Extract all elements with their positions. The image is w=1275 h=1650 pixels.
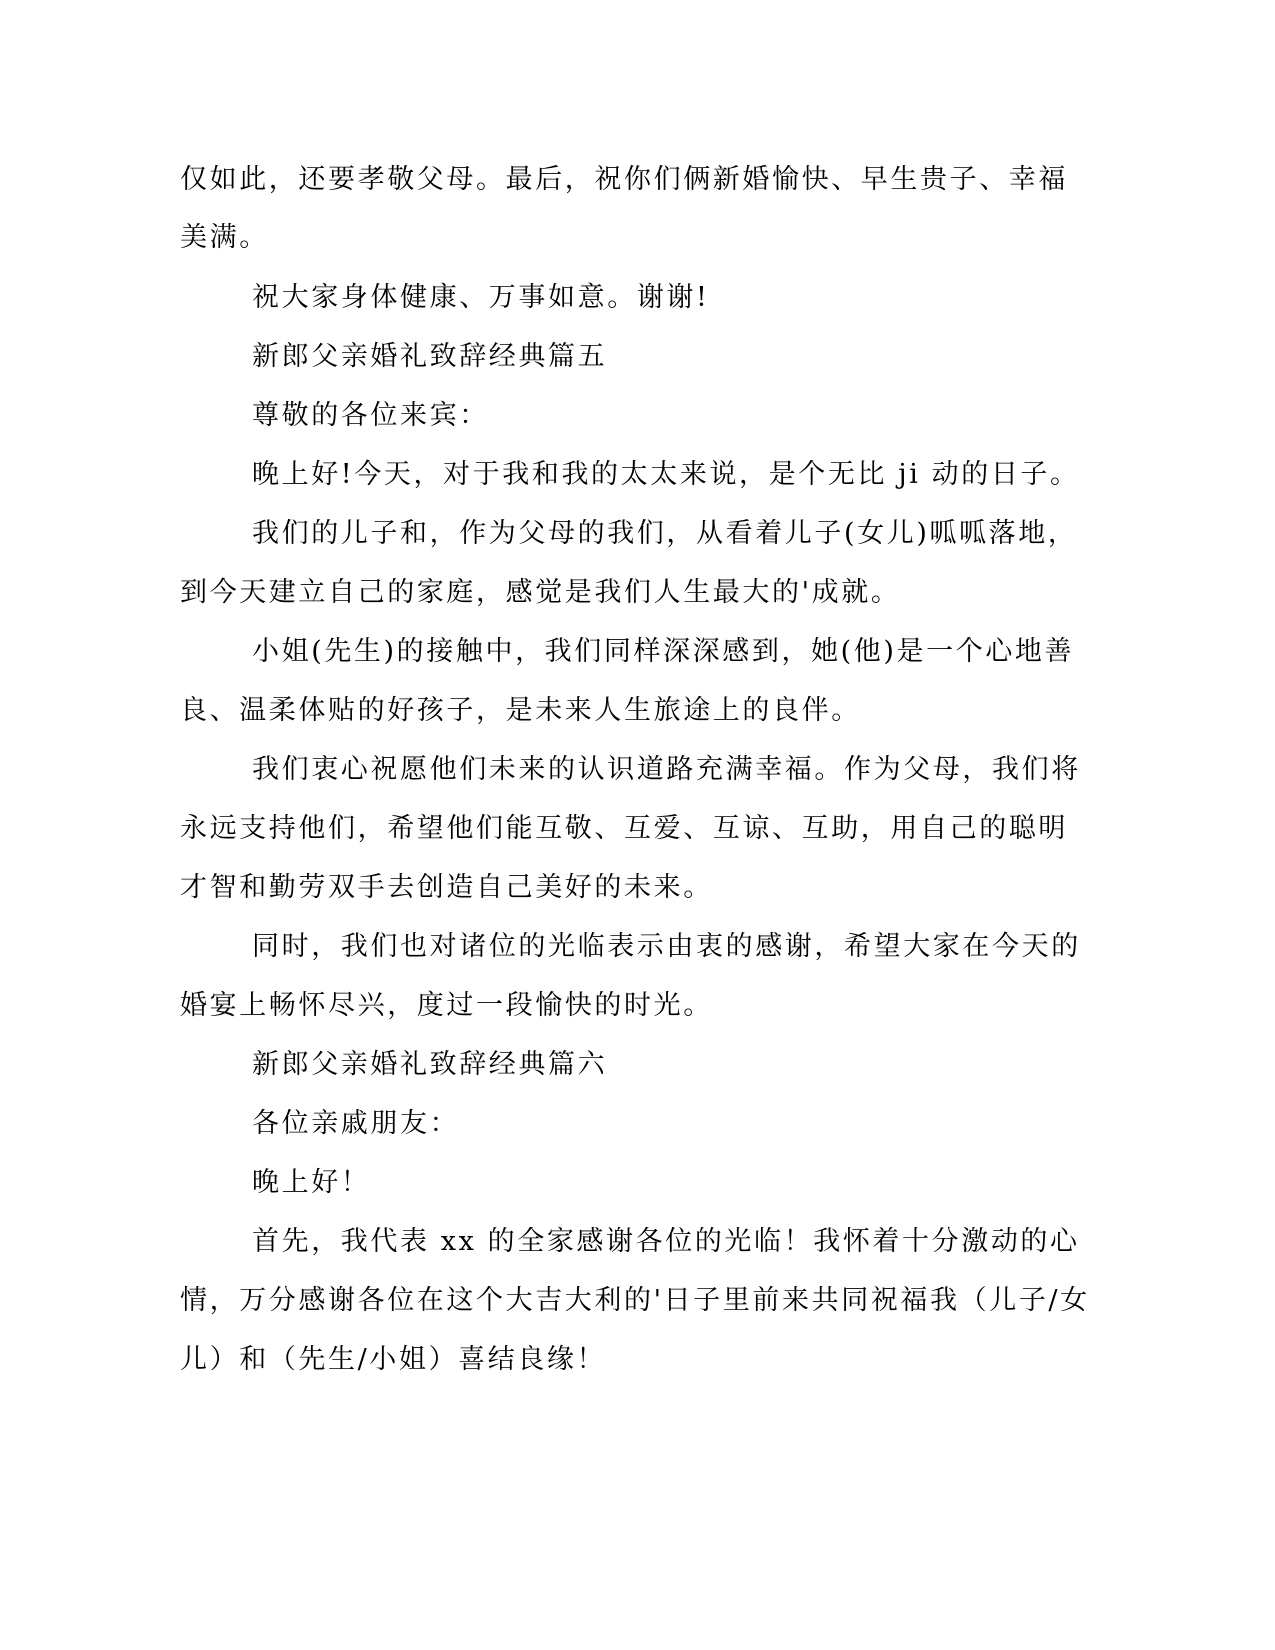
text-line: 情，万分感谢各位在这个大吉大利的'日子里前来共同祝福我（儿子/女	[180, 1285, 1090, 1316]
text-line: 美满。	[180, 222, 269, 253]
text-line: 儿）和（先生/小姐）喜结良缘！	[180, 1344, 607, 1375]
text-line: 祝大家身体健康、万事如意。谢谢!	[252, 282, 710, 313]
text-line: 我们的儿子和，作为父母的我们，从看着儿子(女儿)呱呱落地，	[252, 518, 1078, 549]
text-line: 到今天建立自己的家庭，感觉是我们人生最大的'成就。	[180, 577, 901, 608]
text-line: 晚上好！	[252, 1167, 371, 1198]
section-heading: 新郎父亲婚礼致辞经典篇五	[252, 341, 608, 372]
text-line: 良、温柔体贴的好孩子，是未来人生旅途上的良伴。	[180, 695, 861, 726]
text-line: 小姐(先生)的接触中，我们同样深深感到，她(他)是一个心地善	[252, 636, 1075, 667]
text-line: 婚宴上畅怀尽兴，度过一段愉快的时光。	[180, 990, 713, 1021]
text-line: 首先，我代表 xx 的全家感谢各位的光临！我怀着十分激动的心	[252, 1226, 1080, 1257]
text-line: 仅如此，还要孝敬父母。最后，祝你们俩新婚愉快、早生贵子、幸福	[180, 164, 1068, 195]
salutation: 尊敬的各位来宾：	[252, 400, 489, 431]
text-line: 晚上好!今天，对于我和我的太太来说，是个无比 ji 动的日子。	[252, 459, 1080, 490]
text-line: 我们衷心祝愿他们未来的认识道路充满幸福。作为父母，我们将	[252, 754, 1081, 785]
section-heading: 新郎父亲婚礼致辞经典篇六	[252, 1049, 608, 1080]
text-line: 才智和勤劳双手去创造自己美好的未来。	[180, 872, 713, 903]
text-line: 同时，我们也对诸位的光临表示由衷的感谢，希望大家在今天的	[252, 931, 1081, 962]
text-line: 永远支持他们，希望他们能互敬、互爱、互谅、互助，用自己的聪明	[180, 813, 1068, 844]
salutation: 各位亲戚朋友：	[252, 1108, 460, 1139]
